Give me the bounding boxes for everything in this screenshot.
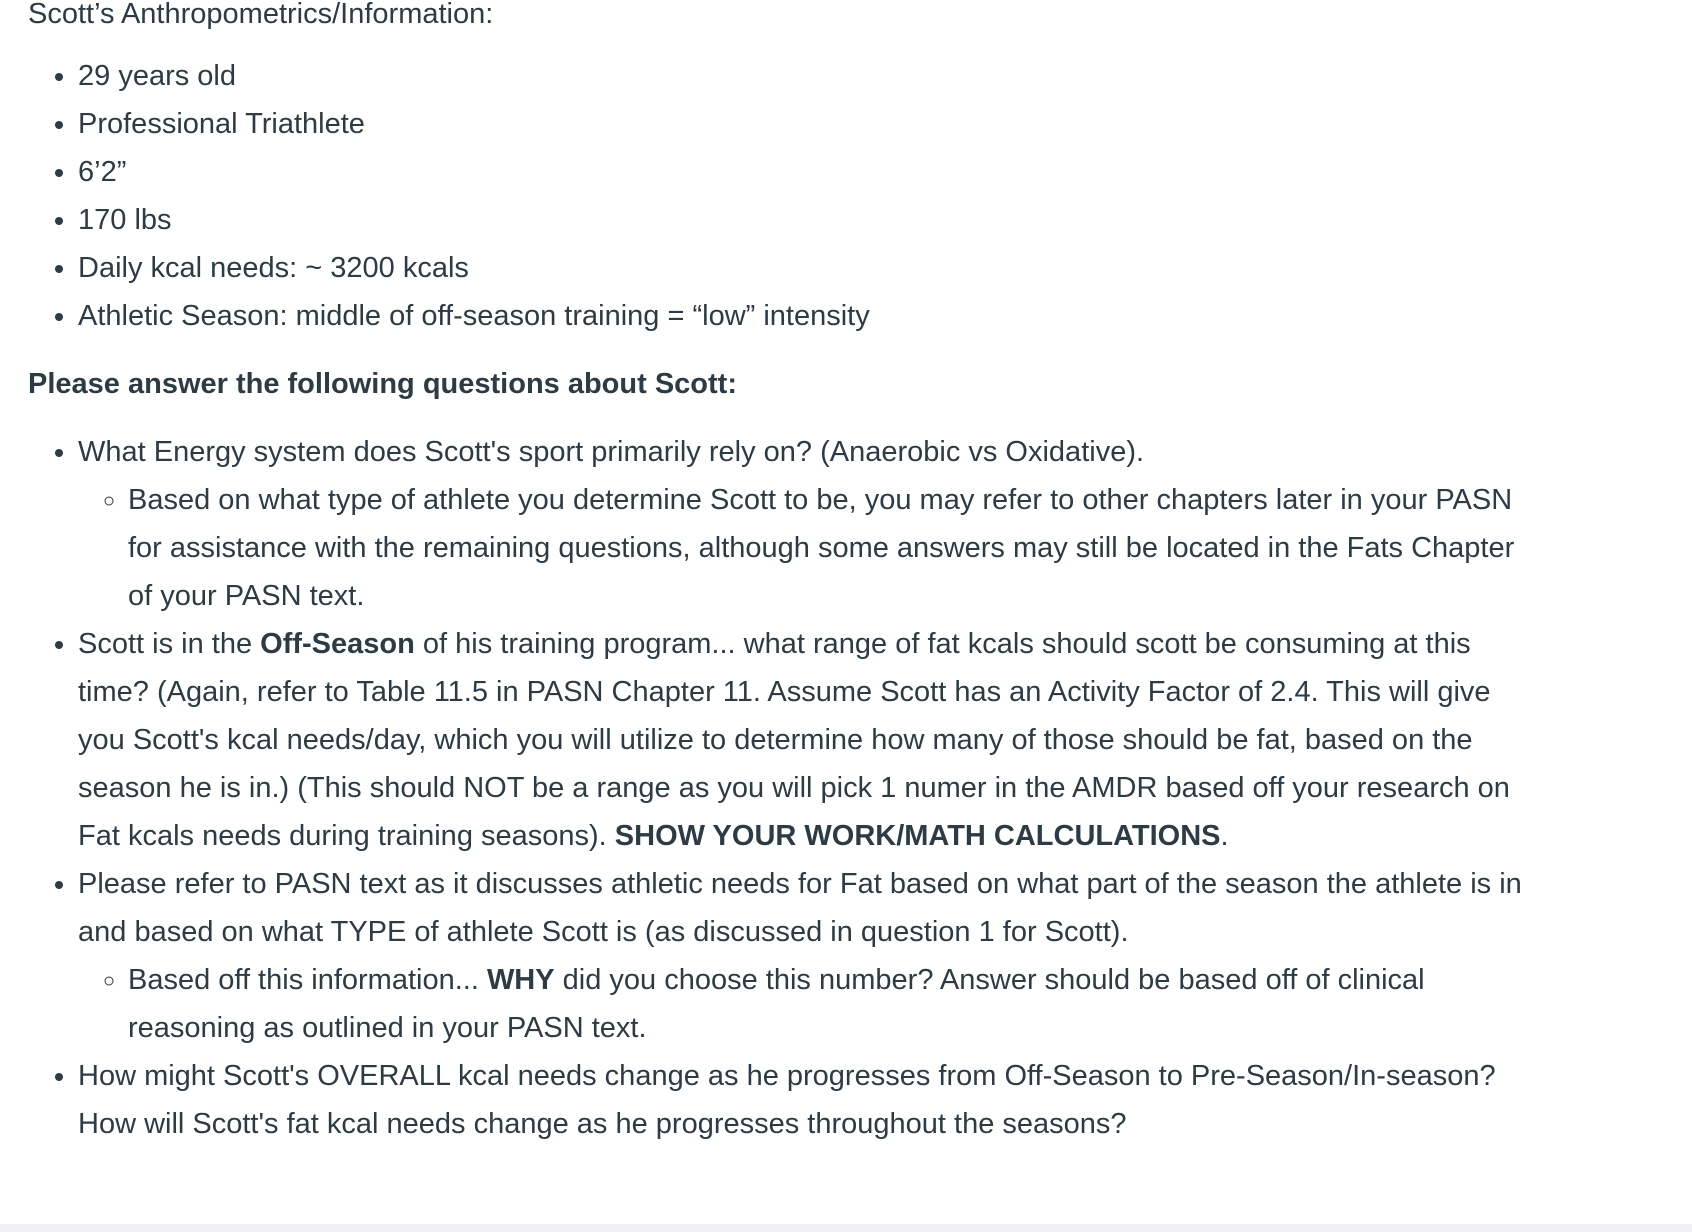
question-3-sub-post: did you choose this number? Answer should be based off of clinical reasoning as outlined in your PASN text.	[128, 964, 1425, 1044]
question-3	[78, 860, 1528, 1052]
question-3-sub-pre: Based off this information...	[128, 964, 487, 996]
question-1-text: What Energy system does Scott's sport primarily rely on? (Anaerobic vs Oxidative).	[78, 436, 1145, 468]
question-2-mid: of his training program... what range of fat kcals should scott be consuming at this time? (Again, refer to Table 11.5 in PASN Chapter 11. Assume Scott has an Activity Factor of 2.4. This will give you Scott's kcal needs/day, which you will utilize to determine how many of those should be fat, based on the season he is in.) (This should NOT be a range as you will pick 1 numer in the AMDR based off your research on Fat kcals needs during training seasons).	[78, 628, 1510, 852]
question-3-subitem	[128, 956, 1528, 1052]
question-4: • How might Scott's OVERALL kcal needs change as he progresses from Off-Season to Pre-Season/In-season? How will Scott's fat kcal needs change as he progresses throughout the seasons?	[78, 1052, 1528, 1148]
info-item-season: • Athletic Season: middle of off-season training = “low” intensity	[78, 292, 1528, 340]
questions-heading: Please answer the following questions about Scott:	[28, 368, 737, 400]
info-item-age: • 29 years old	[78, 52, 1528, 100]
questions-list	[28, 428, 1528, 1148]
question-2-pre: Scott is in the	[78, 628, 261, 660]
question-3-sub-bold: WHY	[486, 964, 555, 996]
question-2-bold-season: Off-Season	[260, 628, 415, 660]
question-1-subitem: ◦ Based on what type of athlete you determine Scott to be, you may refer to other chapters later in your PASN for assistance with the remaining questions, although some answers may still be located in the Fats Chapter of your PASN text.	[128, 476, 1528, 620]
info-list	[28, 52, 1528, 340]
question-2	[78, 620, 1528, 860]
question-2-post: .	[1220, 820, 1229, 852]
info-item-sport: • Professional Triathlete	[78, 100, 1528, 148]
question-2-bold-show-work: SHOW YOUR WORK/MATH CALCULATIONS	[614, 820, 1221, 852]
info-item-kcal: • Daily kcal needs: ~ 3200 kcals	[78, 244, 1528, 292]
question-3-sublist	[78, 956, 1528, 1052]
bottom-divider	[0, 1224, 1692, 1232]
question-3-text: Please refer to PASN text as it discusses athletic needs for Fat based on what part of the season the athlete is in and based on what TYPE of athlete Scott is (as discussed in question 1 for Scott).	[78, 868, 1522, 948]
info-item-weight: • 170 lbs	[78, 196, 1528, 244]
question-1-sublist	[78, 476, 1528, 620]
assignment-content	[28, 0, 1528, 1148]
info-item-height: • 6’2”	[78, 148, 1528, 196]
info-heading: Scott’s Anthropometrics/Information:	[28, 0, 494, 30]
question-1	[78, 428, 1528, 620]
